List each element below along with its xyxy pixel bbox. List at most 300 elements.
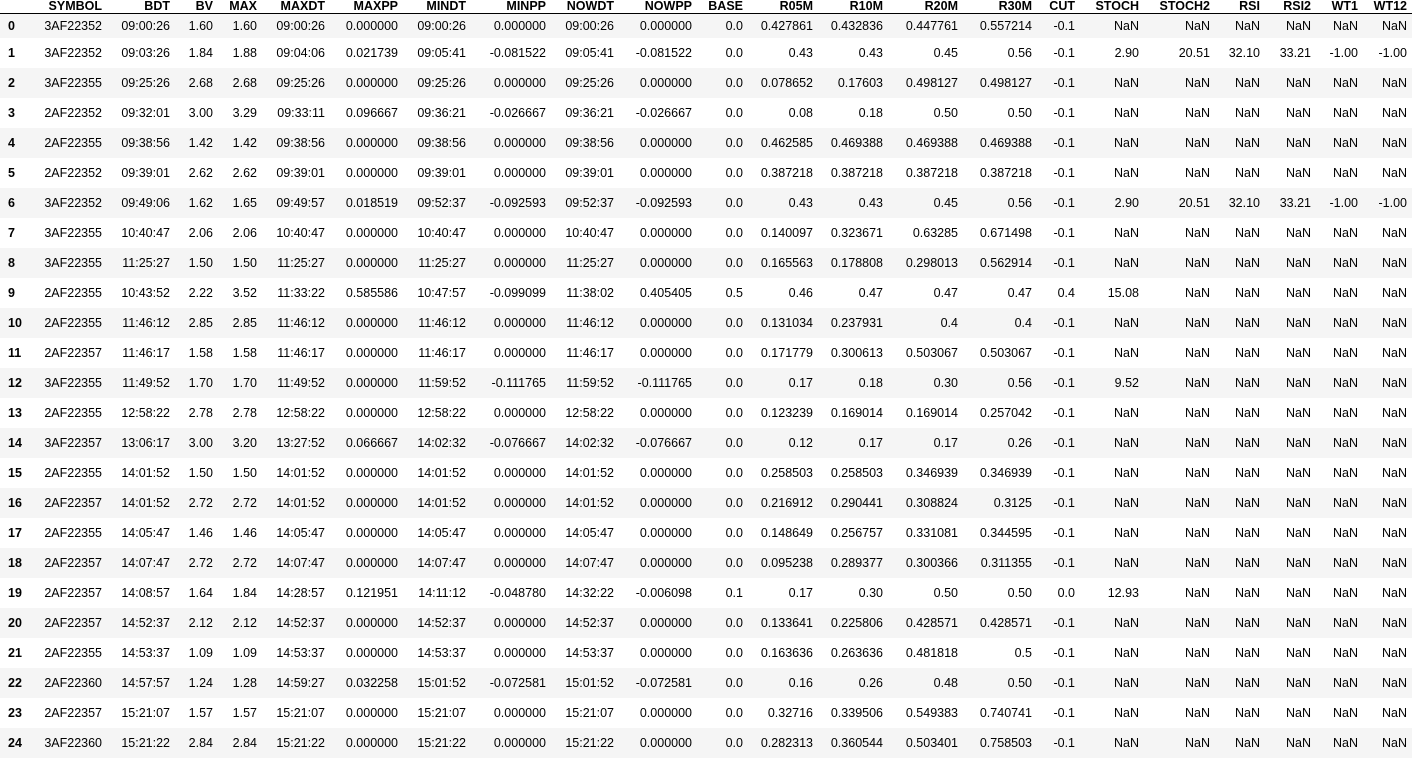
table-cell: 10:47:57 — [417, 286, 466, 300]
row-index: 10 — [8, 316, 22, 330]
table-cell: NaN — [1285, 646, 1311, 660]
table-cell: NaN — [1113, 346, 1139, 360]
table-cell: NaN — [1184, 256, 1210, 270]
table-cell: -0.081522 — [489, 46, 546, 60]
table-cell: NaN — [1285, 106, 1311, 120]
table-cell: 11:25:27 — [277, 256, 325, 270]
table-cell: 0.300366 — [905, 556, 958, 570]
table-cell: NaN — [1285, 376, 1311, 390]
column-header: MAXDT — [262, 0, 330, 14]
table-cell: NaN — [1234, 106, 1260, 120]
table-cell: NaN — [1381, 706, 1407, 720]
table-cell: 2.90 — [1114, 46, 1139, 60]
table-cell: NaN — [1234, 286, 1260, 300]
table-cell: NaN — [1113, 406, 1139, 420]
table-cell: 15:21:07 — [276, 706, 325, 720]
table-cell: 15:01:52 — [417, 676, 466, 690]
table-cell: 13:06:17 — [121, 436, 170, 450]
table-cell: NaN — [1234, 736, 1260, 750]
table-cell: NaN — [1381, 526, 1407, 540]
table-cell: 0.18 — [858, 106, 883, 120]
table-cell: 0.56 — [1007, 376, 1032, 390]
row-index: 7 — [8, 226, 15, 240]
table-cell: NaN — [1332, 646, 1358, 660]
table-cell: 2AF22357 — [44, 496, 102, 510]
table-cell: 0.000000 — [639, 316, 692, 330]
table-cell: 0.16 — [788, 676, 813, 690]
table-cell: -0.099099 — [489, 286, 546, 300]
table-cell: 0.498127 — [979, 76, 1032, 90]
table-cell: 0.758503 — [979, 736, 1032, 750]
table-cell: -0.076667 — [489, 436, 546, 450]
table-cell: 0.47 — [858, 286, 883, 300]
table-cell: 0.000000 — [345, 466, 398, 480]
table-cell: 09:05:41 — [565, 46, 614, 60]
table-cell: 0.481818 — [905, 646, 958, 660]
table-cell: NaN — [1332, 496, 1358, 510]
table-cell: -0.1 — [1053, 526, 1075, 540]
table-cell: NaN — [1184, 526, 1210, 540]
table-cell: 0.08 — [788, 106, 813, 120]
table-cell: NaN — [1285, 406, 1311, 420]
table-cell: 14:52:37 — [565, 616, 614, 630]
table-cell: 0.5 — [725, 286, 743, 300]
table-cell: -0.1 — [1053, 106, 1075, 120]
row-index: 9 — [8, 286, 15, 300]
table-cell: NaN — [1184, 556, 1210, 570]
table-cell: NaN — [1332, 706, 1358, 720]
index-header — [0, 0, 32, 14]
table-cell: NaN — [1332, 286, 1358, 300]
table-cell: NaN — [1113, 436, 1139, 450]
table-cell: NaN — [1113, 226, 1139, 240]
table-row — [0, 218, 1412, 248]
table-cell: 15.08 — [1107, 286, 1139, 300]
table-cell: 0.000000 — [639, 466, 692, 480]
table-cell: 0.263636 — [830, 646, 883, 660]
table-cell: 14:28:57 — [276, 586, 325, 600]
table-cell: 1.50 — [188, 466, 213, 480]
table-cell: 3.52 — [232, 286, 257, 300]
table-cell: 09:00:26 — [417, 19, 466, 33]
table-cell: 09:38:56 — [121, 136, 170, 150]
table-cell: 0.3125 — [993, 496, 1032, 510]
table-cell: NaN — [1381, 106, 1407, 120]
table-cell: 2AF22357 — [44, 346, 102, 360]
column-header: BDT — [107, 0, 175, 14]
table-cell: NaN — [1234, 496, 1260, 510]
table-cell: 3AF22355 — [44, 256, 102, 270]
table-cell: 0.216912 — [760, 496, 813, 510]
table-cell: 0.000000 — [345, 496, 398, 510]
table-cell: 32.10 — [1228, 196, 1260, 210]
table-cell: 11:46:12 — [566, 316, 614, 330]
table-cell: 0.428571 — [979, 616, 1032, 630]
table-cell: NaN — [1285, 286, 1311, 300]
table-cell: 2AF22355 — [44, 286, 102, 300]
table-cell: NaN — [1234, 316, 1260, 330]
header-row — [0, 0, 1412, 14]
table-cell: NaN — [1113, 526, 1139, 540]
table-cell: 0.000000 — [345, 646, 398, 660]
table-cell: 0.000000 — [639, 706, 692, 720]
table-cell: NaN — [1113, 136, 1139, 150]
table-cell: NaN — [1285, 19, 1311, 33]
table-cell: 0.225806 — [830, 616, 883, 630]
table-cell: 09:00:26 — [121, 19, 170, 33]
row-index: 18 — [8, 556, 22, 570]
table-cell: -0.1 — [1053, 406, 1075, 420]
table-cell: 0.000000 — [345, 346, 398, 360]
table-cell: 1.58 — [232, 346, 257, 360]
table-cell: 11:46:17 — [122, 346, 170, 360]
table-cell: 0.0 — [725, 676, 743, 690]
table-row — [0, 728, 1412, 758]
table-cell: -0.1 — [1053, 496, 1075, 510]
table-cell: 0.282313 — [760, 736, 813, 750]
table-cell: 0.000000 — [493, 19, 546, 33]
table-cell: NaN — [1381, 556, 1407, 570]
table-cell: NaN — [1381, 616, 1407, 630]
table-cell: 0.096667 — [345, 106, 398, 120]
table-cell: 0.549383 — [905, 706, 958, 720]
table-cell: 2.84 — [188, 736, 213, 750]
table-cell: 1.57 — [232, 706, 257, 720]
table-cell: 14:53:37 — [276, 646, 325, 660]
table-cell: 0.169014 — [830, 406, 883, 420]
table-cell: NaN — [1234, 226, 1260, 240]
table-cell: -0.026667 — [489, 106, 546, 120]
table-cell: 2.06 — [232, 226, 257, 240]
table-cell: 09:39:01 — [121, 166, 170, 180]
table-cell: 1.70 — [188, 376, 213, 390]
table-cell: 0.18 — [858, 376, 883, 390]
table-cell: NaN — [1285, 706, 1311, 720]
table-cell: -0.072581 — [489, 676, 546, 690]
row-index: 21 — [8, 646, 22, 660]
table-cell: 0.000000 — [345, 556, 398, 570]
table-cell: 0.331081 — [905, 526, 958, 540]
table-cell: 1.46 — [188, 526, 213, 540]
table-row — [0, 548, 1412, 578]
table-cell: 11:46:17 — [418, 346, 466, 360]
table-cell: 0.503401 — [905, 736, 958, 750]
column-header: R10M — [818, 0, 888, 14]
table-cell: 1.64 — [188, 586, 213, 600]
table-cell: NaN — [1234, 676, 1260, 690]
table-cell: 1.84 — [188, 46, 213, 60]
table-cell: 0.258503 — [760, 466, 813, 480]
table-cell: -0.1 — [1053, 676, 1075, 690]
table-cell: 2.22 — [188, 286, 213, 300]
table-cell: NaN — [1285, 136, 1311, 150]
table-cell: 0.308824 — [905, 496, 958, 510]
table-cell: 2AF22355 — [44, 316, 102, 330]
table-cell: NaN — [1184, 496, 1210, 510]
table-cell: NaN — [1332, 316, 1358, 330]
table-cell: 3.00 — [188, 106, 213, 120]
column-header: STOCH — [1080, 0, 1144, 14]
table-cell: -0.1 — [1053, 466, 1075, 480]
table-cell: NaN — [1381, 436, 1407, 450]
table-cell: 1.24 — [188, 676, 213, 690]
table-cell: 1.09 — [188, 646, 213, 660]
row-index: 22 — [8, 676, 22, 690]
table-cell: NaN — [1113, 646, 1139, 660]
table-cell: NaN — [1184, 226, 1210, 240]
table-cell: NaN — [1332, 226, 1358, 240]
table-cell: 14:07:47 — [276, 556, 325, 570]
table-cell: NaN — [1285, 586, 1311, 600]
table-cell: 0.405405 — [639, 286, 692, 300]
table-cell: NaN — [1381, 76, 1407, 90]
table-cell: 0.000000 — [493, 166, 546, 180]
table-cell: NaN — [1113, 166, 1139, 180]
table-cell: 14:05:47 — [121, 526, 170, 540]
table-cell: 2AF22355 — [44, 646, 102, 660]
table-cell: 0.17 — [788, 586, 813, 600]
table-cell: NaN — [1184, 616, 1210, 630]
table-cell: 0.671498 — [979, 226, 1032, 240]
column-header: R05M — [748, 0, 818, 14]
table-cell: 0.45 — [933, 196, 958, 210]
table-cell: 2.72 — [188, 556, 213, 570]
table-cell: 0.0 — [1057, 586, 1075, 600]
column-header: R20M — [888, 0, 963, 14]
table-cell: 10:40:47 — [565, 226, 614, 240]
table-cell: 09:39:01 — [565, 166, 614, 180]
table-cell: 0.46 — [788, 286, 813, 300]
table-cell: 0.0 — [725, 436, 743, 450]
table-cell: 11:46:12 — [122, 316, 170, 330]
table-row — [0, 188, 1412, 218]
table-cell: NaN — [1332, 76, 1358, 90]
table-cell: 0.165563 — [760, 256, 813, 270]
table-cell: -0.1 — [1053, 256, 1075, 270]
table-cell: 0.000000 — [639, 256, 692, 270]
table-cell: -1.00 — [1378, 196, 1407, 210]
table-cell: 1.65 — [232, 196, 257, 210]
table-cell: 09:49:06 — [121, 196, 170, 210]
table-cell: 0.066667 — [345, 436, 398, 450]
table-cell: 14:05:47 — [417, 526, 466, 540]
row-index: 1 — [8, 46, 15, 60]
table-cell: 0.0 — [725, 706, 743, 720]
table-cell: NaN — [1184, 136, 1210, 150]
table-cell: 14:53:37 — [417, 646, 466, 660]
table-cell: 12:58:22 — [121, 406, 170, 420]
table-cell: NaN — [1381, 466, 1407, 480]
table-cell: 0.432836 — [830, 19, 883, 33]
table-cell: 0.000000 — [639, 136, 692, 150]
column-header: BASE — [697, 0, 748, 14]
table-cell: 0.000000 — [493, 736, 546, 750]
table-cell: 15:21:07 — [417, 706, 466, 720]
table-cell: 0.4 — [940, 316, 958, 330]
table-cell: 15:01:52 — [565, 676, 614, 690]
table-cell: 0.000000 — [345, 76, 398, 90]
table-cell: 2.72 — [232, 496, 257, 510]
table-cell: NaN — [1234, 19, 1260, 33]
table-cell: NaN — [1381, 256, 1407, 270]
table-cell: -0.026667 — [635, 106, 692, 120]
table-cell: 0.0 — [725, 616, 743, 630]
table-cell: 2AF22352 — [44, 106, 102, 120]
table-cell: 0.021739 — [345, 46, 398, 60]
table-cell: 1.57 — [188, 706, 213, 720]
table-cell: 33.21 — [1279, 196, 1311, 210]
table-cell: 14:01:52 — [121, 466, 170, 480]
row-index: 16 — [8, 496, 22, 510]
table-cell: 0.43 — [788, 196, 813, 210]
table-cell: 0.4 — [1057, 286, 1075, 300]
table-cell: 0.000000 — [345, 226, 398, 240]
table-cell: NaN — [1234, 376, 1260, 390]
table-cell: 12:58:22 — [565, 406, 614, 420]
table-cell: 09:04:06 — [276, 46, 325, 60]
table-cell: 0.43 — [858, 196, 883, 210]
table-cell: 0.387218 — [760, 166, 813, 180]
table-cell: 11:59:52 — [566, 376, 614, 390]
table-cell: 0.0 — [725, 406, 743, 420]
table-cell: 0.0 — [725, 556, 743, 570]
table-cell: 1.58 — [188, 346, 213, 360]
table-row — [0, 518, 1412, 548]
table-cell: 0.095238 — [760, 556, 813, 570]
table-cell: 33.21 — [1279, 46, 1311, 60]
table-cell: -0.1 — [1053, 226, 1075, 240]
table-cell: -0.076667 — [635, 436, 692, 450]
table-cell: 2AF22355 — [44, 466, 102, 480]
table-row — [0, 38, 1412, 68]
table-cell: -0.1 — [1053, 76, 1075, 90]
table-cell: 3AF22360 — [44, 736, 102, 750]
column-header: RSI2 — [1265, 0, 1316, 14]
table-cell: 0.462585 — [760, 136, 813, 150]
table-cell: NaN — [1234, 616, 1260, 630]
table-cell: 0.469388 — [979, 136, 1032, 150]
table-cell: 2.12 — [232, 616, 257, 630]
table-cell: -0.1 — [1053, 196, 1075, 210]
table-cell: 0.171779 — [760, 346, 813, 360]
table-cell: -0.1 — [1053, 616, 1075, 630]
table-cell: 0.000000 — [345, 166, 398, 180]
table-cell: NaN — [1113, 19, 1139, 33]
table-row — [0, 398, 1412, 428]
table-cell: NaN — [1184, 736, 1210, 750]
table-cell: 0.360544 — [830, 736, 883, 750]
table-cell: 3AF22352 — [44, 46, 102, 60]
table-cell: 3.20 — [232, 436, 257, 450]
table-cell: 3.29 — [232, 106, 257, 120]
table-cell: 0.32716 — [767, 706, 813, 720]
table-cell: 1.42 — [188, 136, 213, 150]
table-cell: -0.1 — [1053, 706, 1075, 720]
row-index: 11 — [8, 346, 22, 360]
table-cell: NaN — [1332, 616, 1358, 630]
column-header: SYMBOL — [32, 0, 107, 14]
table-cell: 2AF22357 — [44, 586, 102, 600]
table-cell: 0.4 — [1014, 316, 1032, 330]
row-index: 0 — [8, 19, 15, 33]
table-cell: -0.1 — [1053, 346, 1075, 360]
table-cell: NaN — [1285, 496, 1311, 510]
table-cell: 3AF22357 — [44, 436, 102, 450]
table-cell: 15:21:22 — [276, 736, 325, 750]
table-cell: 0.237931 — [830, 316, 883, 330]
table-cell: NaN — [1285, 256, 1311, 270]
table-cell: 09:25:26 — [417, 76, 466, 90]
table-cell: NaN — [1381, 226, 1407, 240]
table-row — [0, 128, 1412, 158]
table-cell: 0.123239 — [760, 406, 813, 420]
table-cell: 0.47 — [1007, 286, 1032, 300]
table-cell: -0.1 — [1053, 646, 1075, 660]
table-cell: 0.000000 — [493, 706, 546, 720]
table-cell: NaN — [1381, 406, 1407, 420]
table-cell: 15:21:07 — [121, 706, 170, 720]
table-cell: 0.000000 — [493, 136, 546, 150]
table-header — [0, 0, 1412, 14]
table-cell: 14:05:47 — [565, 526, 614, 540]
table-cell: 11:25:27 — [418, 256, 466, 270]
table-cell: NaN — [1113, 556, 1139, 570]
table-row — [0, 428, 1412, 458]
table-cell: 0.000000 — [345, 256, 398, 270]
table-cell: 0.562914 — [979, 256, 1032, 270]
table-cell: 0.26 — [1007, 436, 1032, 450]
table-cell: 1.50 — [232, 256, 257, 270]
table-cell: NaN — [1285, 346, 1311, 360]
table-cell: 0.0 — [725, 466, 743, 480]
table-cell: NaN — [1332, 376, 1358, 390]
table-cell: NaN — [1285, 466, 1311, 480]
table-cell: 0.169014 — [905, 406, 958, 420]
table-row — [0, 278, 1412, 308]
table-cell: -0.111765 — [637, 376, 692, 390]
table-cell: 0.498127 — [905, 76, 958, 90]
column-header: NOWPP — [619, 0, 697, 14]
table-cell: NaN — [1381, 136, 1407, 150]
table-cell: -0.1 — [1053, 316, 1075, 330]
table-cell: 2.85 — [232, 316, 257, 330]
table-body — [0, 14, 1412, 759]
table-cell: 0.0 — [725, 166, 743, 180]
table-cell: 3AF22352 — [44, 19, 102, 33]
table-cell: NaN — [1285, 316, 1311, 330]
table-cell: 0.178808 — [830, 256, 883, 270]
table-cell: 0.300613 — [830, 346, 883, 360]
table-cell: NaN — [1184, 316, 1210, 330]
table-cell: 15:21:22 — [417, 736, 466, 750]
table-cell: 0.000000 — [639, 166, 692, 180]
table-cell: 2AF22352 — [44, 166, 102, 180]
table-cell: NaN — [1285, 676, 1311, 690]
table-cell: 0.140097 — [760, 226, 813, 240]
table-cell: 14:02:32 — [565, 436, 614, 450]
table-cell: NaN — [1332, 436, 1358, 450]
table-cell: 11:33:22 — [277, 286, 325, 300]
table-row — [0, 578, 1412, 608]
table-cell: 0.17 — [933, 436, 958, 450]
table-cell: NaN — [1234, 586, 1260, 600]
table-cell: 2.12 — [188, 616, 213, 630]
table-cell: 15:21:22 — [121, 736, 170, 750]
table-cell: 3AF22352 — [44, 196, 102, 210]
table-cell: 0.000000 — [345, 19, 398, 33]
table-cell: 0.30 — [933, 376, 958, 390]
table-cell: NaN — [1332, 166, 1358, 180]
